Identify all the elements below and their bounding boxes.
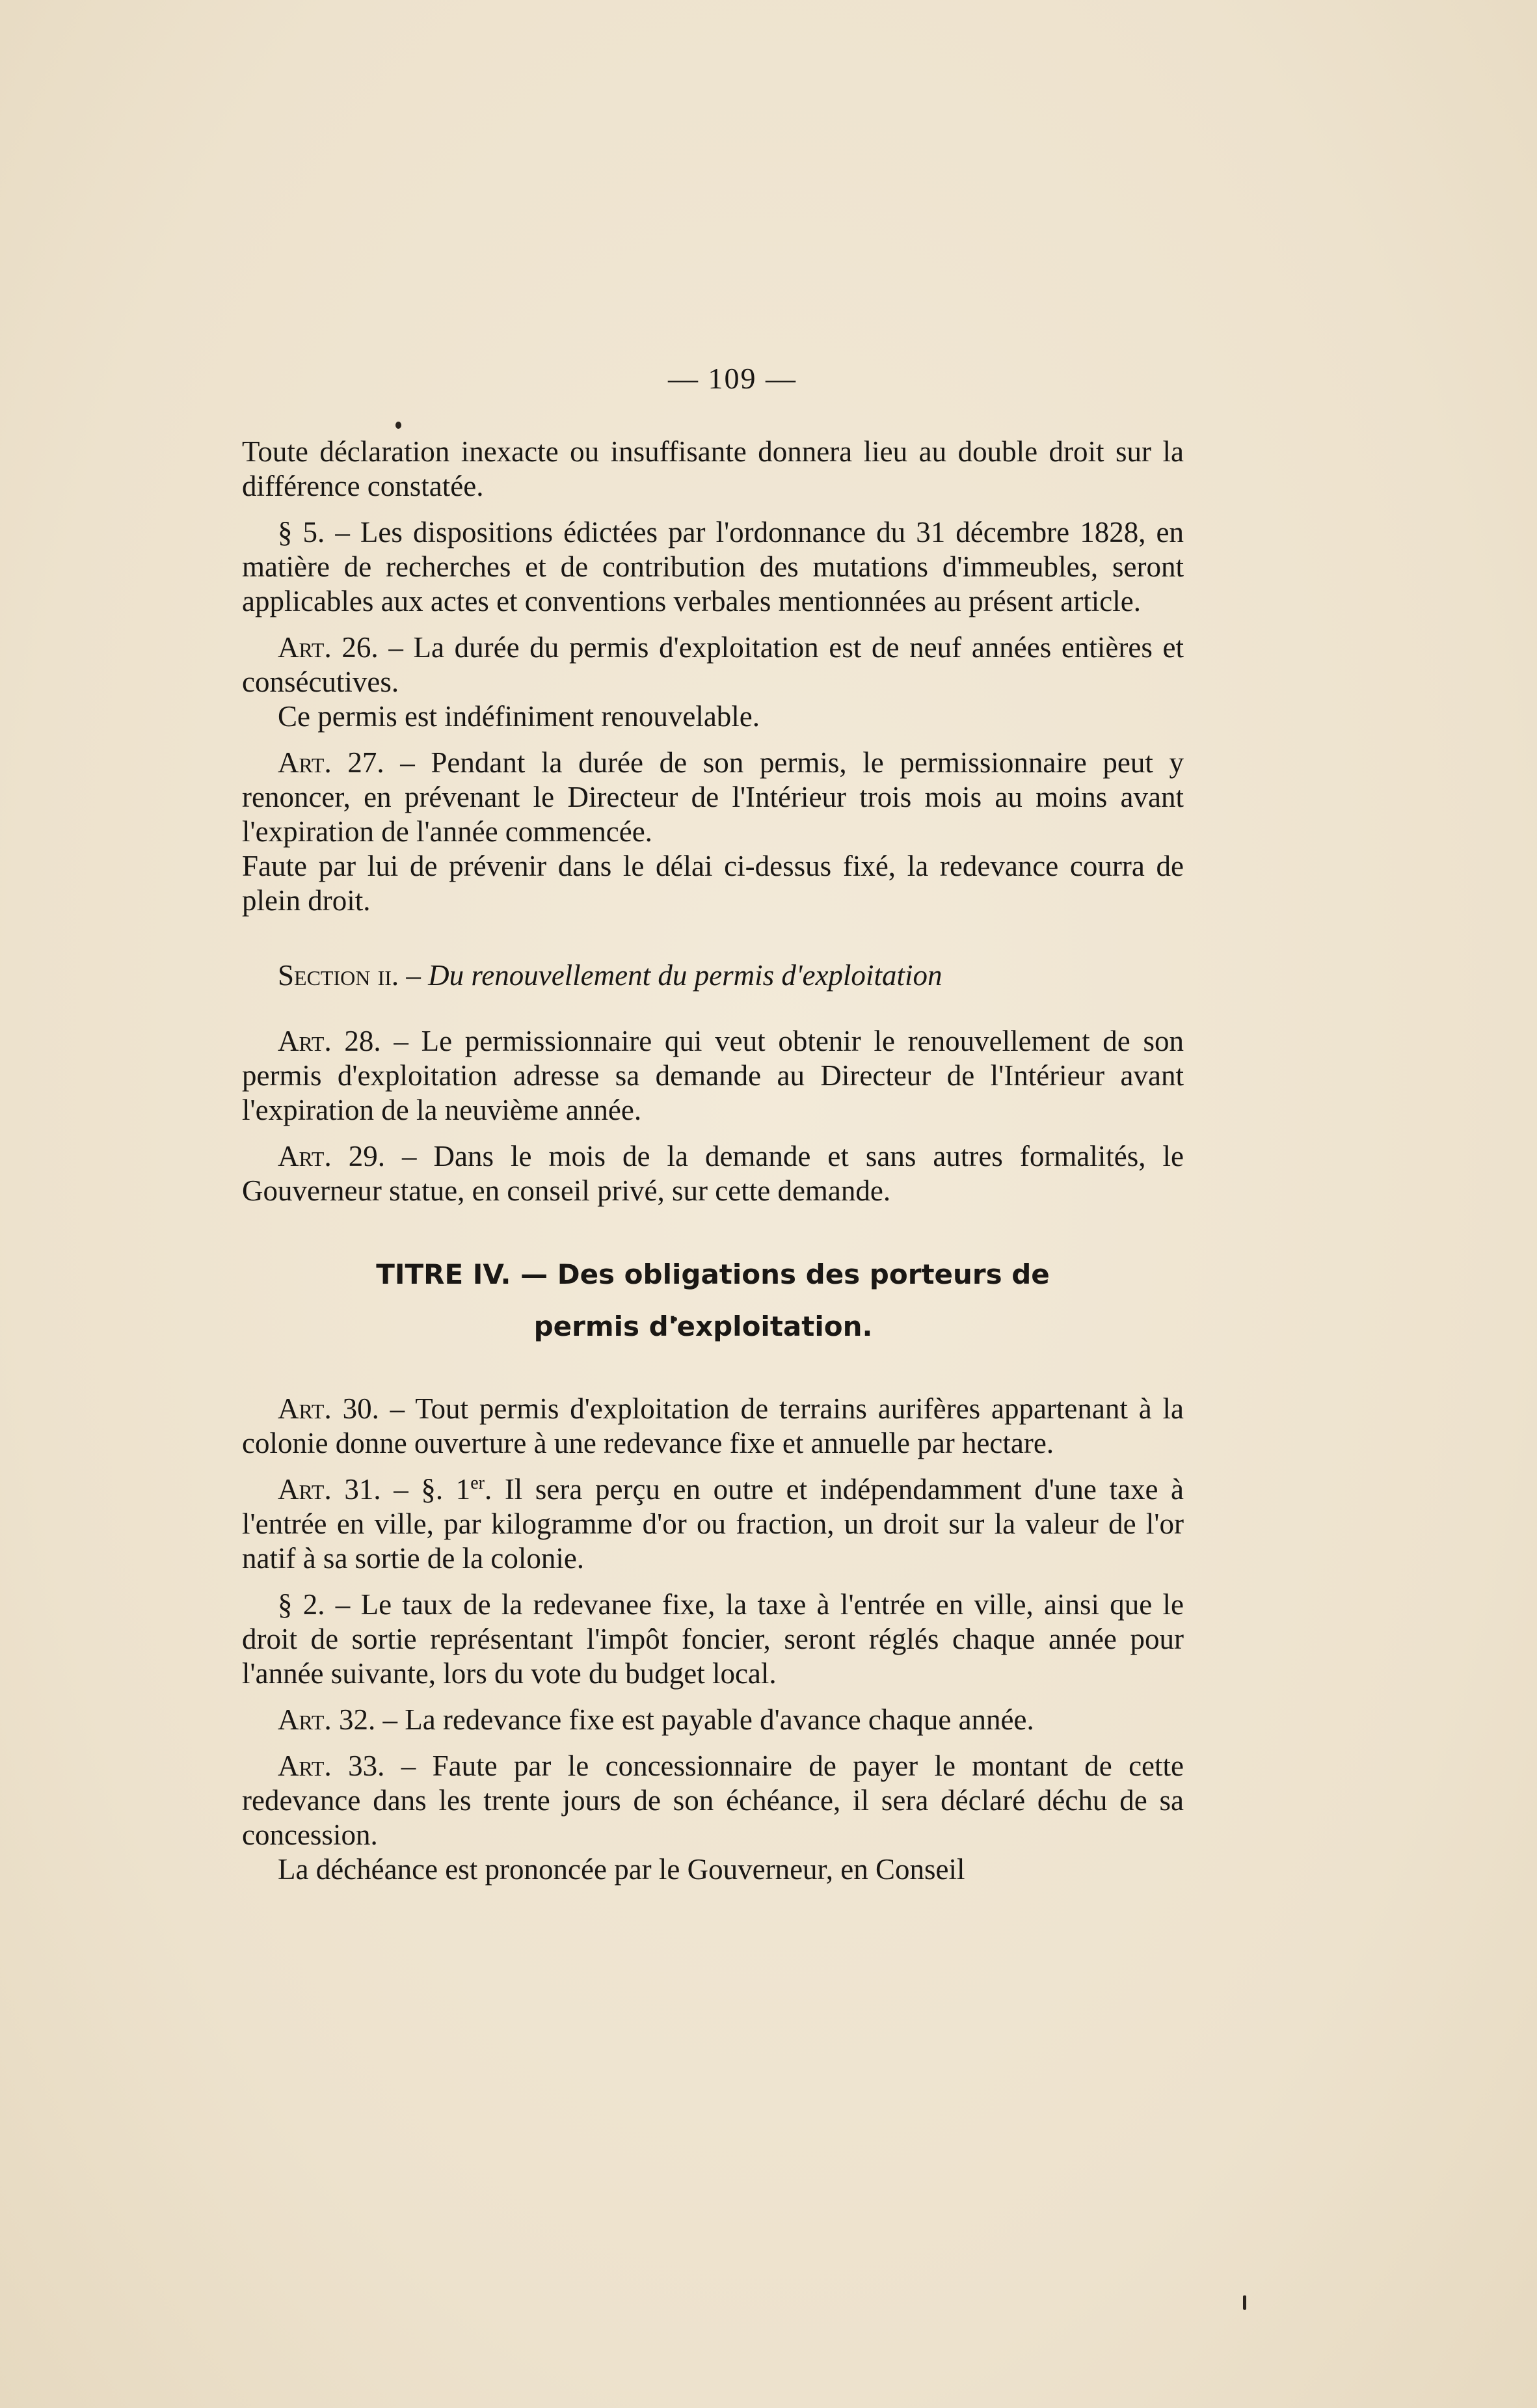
article-text: – La durée du permis d'exploitation est de neuf années entières et consécutives. bbox=[242, 631, 1184, 698]
article-text: – Le permissionnaire qui veut obtenir le renouvellement de son permis d'exploitation adresse sa demande au Directeur de l'Intérieur avant l'expiration de la neuvième année. bbox=[242, 1025, 1184, 1126]
paragraph: § 2. – Le taux de la redevanee fixe, la taxe à l'entrée en ville, ainsi que le droit de sortie représentant l'impôt foncier, seront réglés chaque année pour l'année suivante, lors du vote du budget local. bbox=[242, 1588, 1184, 1690]
article-text: – Tout permis d'exploitation de terrains aurifères appartenant à la colonie donne ouverture à une redevance fixe et annuelle par hectare. bbox=[242, 1392, 1184, 1459]
article-label: Art. 26. bbox=[278, 631, 379, 664]
article-30 bbox=[242, 1392, 1184, 1461]
article-label: Art. 28. bbox=[278, 1025, 381, 1057]
title-line-2: permis d'exploitation. bbox=[533, 1310, 873, 1342]
article-26 bbox=[242, 630, 1184, 699]
title-line-1: TITRE IV. — Des obligations des porteurs de bbox=[376, 1258, 1050, 1290]
article-text: – La redevance fixe est payable d'avance chaque année. bbox=[375, 1703, 1034, 1736]
paragraph-text: Toute déclaration inexacte ou insuffisante donnera lieu au double droit sur la différence constatée. bbox=[242, 435, 1184, 502]
article-label: Art. 31. bbox=[278, 1473, 381, 1506]
article-28 bbox=[242, 1024, 1184, 1128]
article-label: Art. 27. bbox=[278, 746, 384, 779]
article-label: Art. 33. bbox=[278, 1750, 385, 1782]
paragraph: La déchéance est prononcée par le Gouverneur, en Conseil bbox=[278, 1853, 965, 1886]
title-heading bbox=[242, 1249, 1184, 1353]
article-text: – Faute par le concessionnaire de payer le montant de cette redevance dans les trente jours de son échéance, il sera déclaré déchu de sa concession. bbox=[242, 1750, 1184, 1851]
article-text: . Il sera perçu en outre et indépendamment d'une taxe à l'entrée en ville, par kilogramme d'or ou fraction, un droit sur la valeur de l'or natif à sa sortie de la colonie. bbox=[242, 1473, 1184, 1575]
paragraph: Ce permis est indéfiniment renouvelable. bbox=[278, 700, 760, 733]
section-heading bbox=[242, 958, 1184, 993]
article-label: Art. 32. bbox=[278, 1703, 376, 1736]
section-dash: – bbox=[399, 959, 429, 992]
paragraph: § 5. – Les dispositions édictées par l'ordonnance du 31 décembre 1828, en matière de recherches et de contribution des mutations d'immeubles, seront applicables aux actes et conventions verbales mentionnées au présent article. bbox=[242, 516, 1184, 617]
ink-speck bbox=[1243, 2295, 1246, 2310]
section-title: Du renouvellement du permis d'exploitation bbox=[428, 959, 942, 992]
document-page bbox=[242, 361, 1184, 1887]
article-label: Art. 29. bbox=[278, 1140, 385, 1172]
article-32 bbox=[242, 1703, 1184, 1737]
superscript: er bbox=[470, 1473, 485, 1493]
section-label: Section ii. bbox=[278, 959, 399, 992]
article-27 bbox=[242, 746, 1184, 849]
paragraph: Faute par lui de prévenir dans le délai ci-dessus fixé, la redevance courra de plein droit. bbox=[242, 850, 1184, 917]
article-label: Art. 30. bbox=[278, 1392, 379, 1425]
article-text-pre: – §. 1 bbox=[381, 1473, 471, 1506]
article-text: – Dans le mois de la demande et sans autres formalités, le Gouverneur statue, en conseil privé, sur cette demande. bbox=[242, 1140, 1184, 1207]
article-33 bbox=[242, 1749, 1184, 1852]
article-29 bbox=[242, 1139, 1184, 1208]
article-31 bbox=[242, 1472, 1184, 1576]
page-number: — 109 — bbox=[668, 362, 797, 395]
paragraph bbox=[242, 435, 1184, 504]
article-text: – Pendant la durée de son permis, le permissionnaire peut y renoncer, en prévenant le Directeur de l'Intérieur trois mois au moins avant l'expiration de l'année commencée. bbox=[242, 746, 1184, 848]
